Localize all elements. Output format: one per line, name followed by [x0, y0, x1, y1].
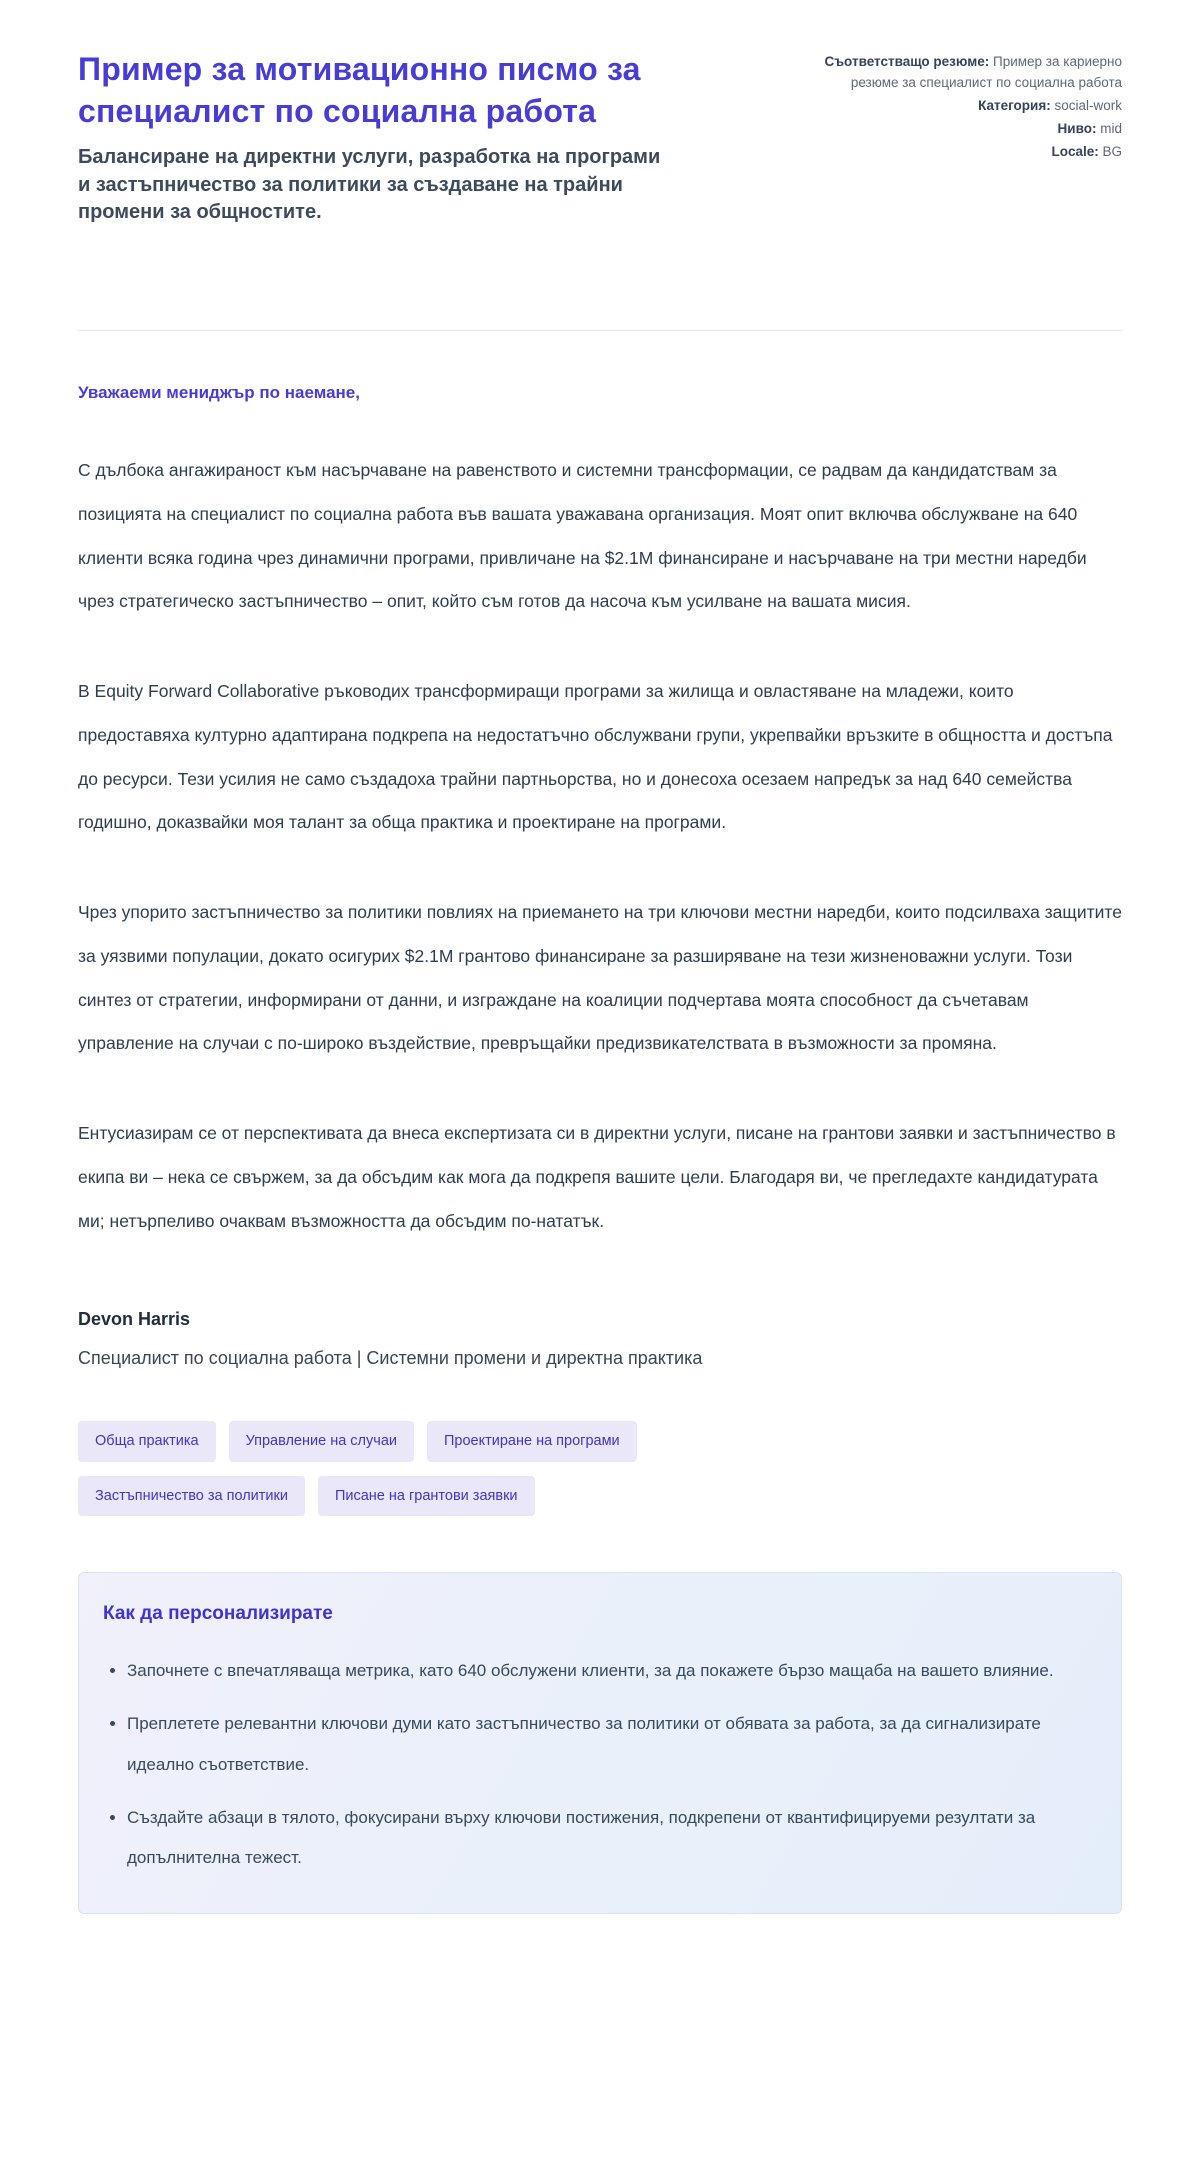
meta-block [792, 48, 1122, 165]
signature-name: Devon Harris [78, 1309, 191, 1330]
page-subtitle: Балансиране на директни услуги, разработка на програми и застъпничество за политики за създаване на трайни промени за общностите. [78, 146, 661, 223]
meta-locale-label: Locale: [1051, 143, 1099, 159]
meta-resume-value: Пример за кариерно резюме за специалист по социална работа [850, 54, 1122, 90]
header [78, 48, 1122, 226]
skill-tags [78, 1421, 778, 1516]
skill-tag: Проектиране на програми [427, 1421, 637, 1462]
letter-greeting: Уважаеми мениджър по наемане, [78, 383, 360, 403]
title-block [78, 48, 678, 226]
meta-resume-label: Съответстващо резюме: [824, 54, 990, 69]
cover-letter-body [78, 383, 1122, 1369]
meta-row-category [792, 96, 1122, 117]
page-title: Пример за мотивационно писмо за специалист по социална работа [78, 51, 641, 130]
meta-level-label: Ниво: [1057, 120, 1097, 136]
signature-title: Специалист по социална работа | Системни промени и директна практика [78, 1348, 703, 1369]
letter-paragraph: С дълбока ангажираност към насърчаване на равенството и системни трансформации, се радвам да кандидатствам за позицията на специалист по социална работа във вашата уважавана организация. Моят опит включва обслужване на 640 клиенти всяка година чрез динамични програми, привличане на $2.1M финансиране и насърчаване на три местни наредби чрез стратегическо застъпничество – опит, който съм готов да насоча към усилване на вашата мисия. [78, 460, 1087, 612]
skill-tag: Писане на грантови заявки [318, 1476, 535, 1517]
letter-paragraph: Чрез упорито застъпничество за политики повлиях на приемането на три ключови местни наредби, които подсилваха защитите за уязвими популации, докато осигурих $2.1M грантово финансиране за разширяване на тези жизненоважни услуги. Този синтез от стратегии, информирани от данни, и изграждане на коалиции подчертава моята способност да съчетавам управление на случаи с по-широко въздействие, превръщайки предизвикателствата в възможности за промяна. [78, 902, 1122, 1054]
skill-tag: Управление на случаи [229, 1421, 414, 1462]
tips-heading: Как да персонализирате [103, 1603, 333, 1625]
meta-row-resume [792, 52, 1122, 94]
tip-item: • Преплетете релевантни ключови думи като застъпничество за политики от обявата за работа, за да сигнализирате идеално съответствие. [127, 1704, 1095, 1786]
meta-category-value: social-work [1054, 97, 1122, 113]
tips-list [103, 1651, 1095, 1879]
personalization-tips-box [78, 1572, 1122, 1914]
letter-paragraph: Ентусиазирам се от перспективата да внеса експертизата си в директни услуги, писане на грантови заявки и застъпничество в екипа ви – нека се свържем, за да обсъдим как мога да подкрепя вашите цели. Благодаря ви, че прегледахте кандидатурата ми; нетърпеливо очаквам възможността да обсъдим по-нататък. [78, 1123, 1116, 1231]
skill-tag: Обща практика [78, 1421, 216, 1462]
header-divider [78, 330, 1122, 331]
meta-locale-value: BG [1102, 143, 1122, 159]
letter-paragraph: В Equity Forward Collaborative ръководих трансформиращи програми за жилища и овластяване на младежи, които предоставяха културно адаптирана подкрепа на недостатъчно обслужвани групи, укрепвайки връзките в общността и достъпа до ресурси. Тези усилия не само създадоха трайни партньорства, но и донесоха осезаем напредък за над 640 семейства годишно, доказвайки моя талант за обща практика и проектиране на програми. [78, 681, 1113, 833]
tip-item: • Създайте абзаци в тялото, фокусирани върху ключови постижения, подкрепени от квантифицируеми резултати за допълнителна тежест. [127, 1798, 1095, 1880]
skill-tag: Застъпничество за политики [78, 1476, 305, 1517]
meta-row-level [792, 119, 1122, 140]
meta-category-label: Категория: [978, 97, 1051, 113]
meta-row-locale [792, 142, 1122, 163]
meta-level-value: mid [1100, 120, 1122, 136]
tip-item: • Започнете с впечатляваща метрика, като 640 обслужени клиенти, за да покажете бързо мащаба на вашето влияние. [127, 1651, 1095, 1692]
